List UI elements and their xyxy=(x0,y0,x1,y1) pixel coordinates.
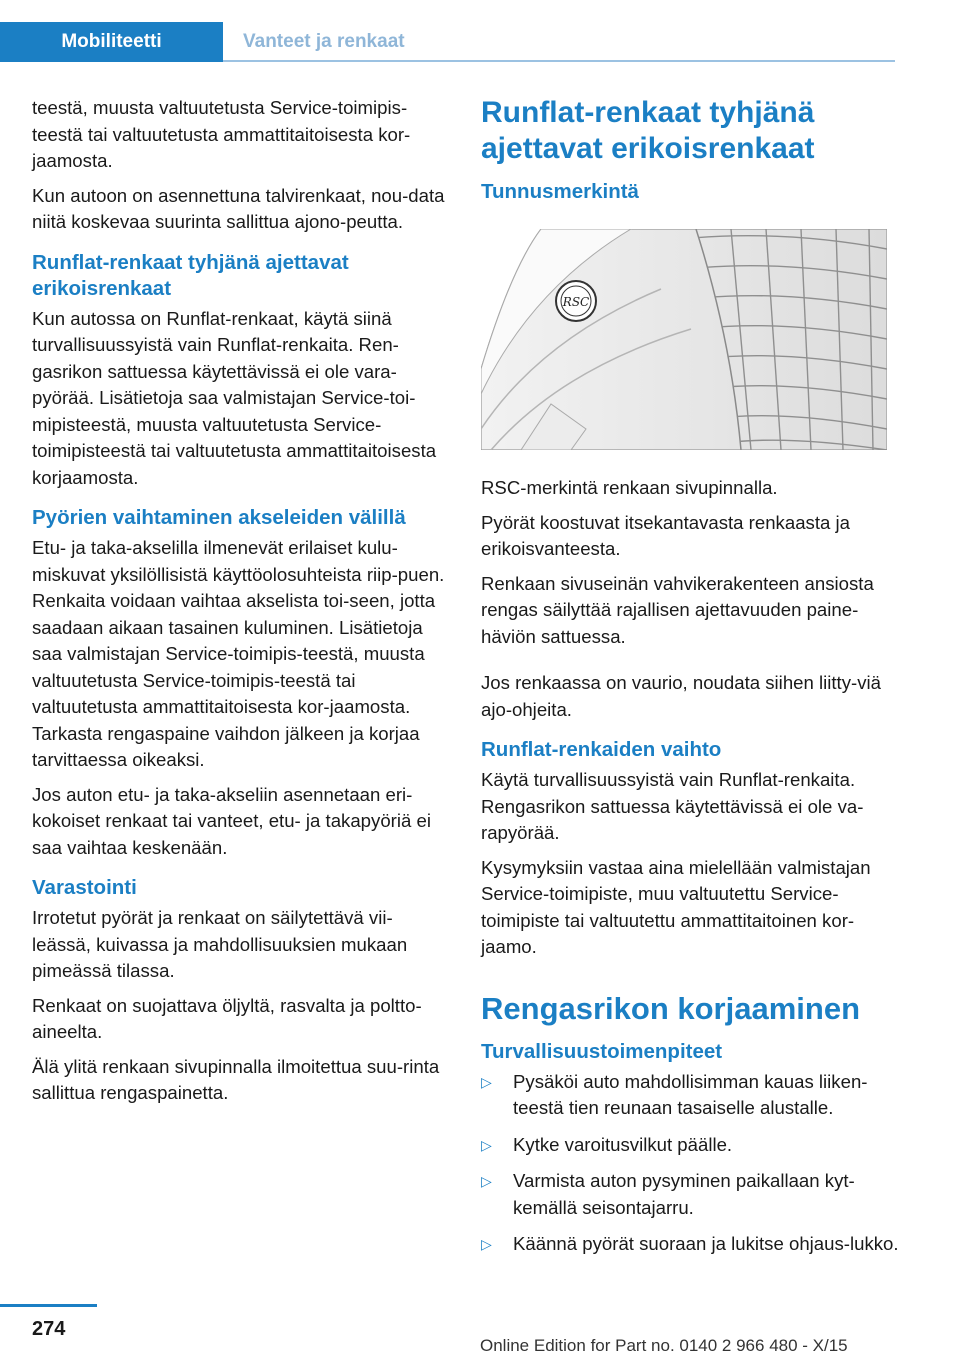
list-item-text: Kytke varoitusvilkut päälle. xyxy=(513,1133,733,1155)
list-item-text: Käännä pyörät suoraan ja lukitse ohjaus-lukko. xyxy=(513,1233,899,1254)
right-column xyxy=(481,95,899,1268)
tab-mobiliteetti[interactable]: Mobiliteetti xyxy=(0,22,223,62)
triangle-bullet-icon: ▷ xyxy=(481,1136,492,1153)
safety-list xyxy=(481,1069,899,1258)
paragraph: Käytä turvallisuussyistä vain Runflat-renkaita. Rengasrikon sattuessa käytettävissä ei ole va-rapyörää. xyxy=(481,769,864,843)
heading-runflat-main: Runflat-renkaat tyhjänä ajettavat erikoisrenkaat xyxy=(481,96,815,165)
paragraph: Pyörät koostuvat itsekantavasta renkaasta ja erikoisvanteesta. xyxy=(481,511,850,559)
triangle-bullet-icon: ▷ xyxy=(481,1073,492,1090)
heading-runflat-change: Runflat-renkaiden vaihto xyxy=(481,738,722,761)
paragraph: Kun autoon on asennettuna talvirenkaat, nou-data niitä koskevaa suurinta sallittua ajono-peutta. xyxy=(32,184,445,232)
page-number: 274 xyxy=(32,1318,66,1340)
heading-identification: Tunnusmerkintä xyxy=(481,180,639,203)
triangle-bullet-icon: ▷ xyxy=(481,1173,492,1189)
edition-text: Online Edition for Part no. 0140 2 966 480 - X/15 xyxy=(480,1336,848,1355)
list-item xyxy=(481,1168,899,1221)
list-item xyxy=(481,1132,899,1159)
list-item-text: Pysäköi auto mahdollisimman kauas liiken-teestä tien reunaan tasaiselle alustalle. xyxy=(513,1070,868,1118)
list-item xyxy=(481,1231,899,1258)
paragraph: Kun autossa on Runflat-renkaat, käytä siinä turvallisuussyistä vain Runflat-renkaita. Ren-gasrikon sattuessa käytettävissä ei ole vara-pyörää. Lisätietoja saa valmistajan Service-toi-mipisteestä, muusta valtuutetusta Service-toimipisteestä tai valtuutetusta ammattitaitoisesta korjaamosta. xyxy=(32,307,437,488)
paragraph: Älä ylitä renkaan sivupinnalla ilmoitettua suu-rinta sallittua rengaspainetta. xyxy=(32,1055,440,1103)
page-header xyxy=(0,22,895,62)
list-item-text: Varmista auton pysyminen paikallaan kyt-kemällä seisontajarru. xyxy=(513,1170,855,1218)
triangle-bullet-icon: ▷ xyxy=(481,1236,492,1252)
heading-wheel-rotation: Pyörien vaihtaminen akseleiden välillä xyxy=(32,506,406,529)
list-item xyxy=(481,1069,899,1122)
paragraph: Irrotetut pyörät ja renkaat on säilytettävä vii-leässä, kuivassa ja mahdollisuuksien mukaan pimeässä tilassa. xyxy=(32,907,408,981)
footer-rule xyxy=(0,1304,97,1307)
rsc-badge xyxy=(556,281,596,321)
paragraph: Jos renkaassa on vaurio, noudata siihen liitty-viä ajo-ohjeita. xyxy=(481,672,881,720)
rsc-logo-text: RSC xyxy=(562,295,590,309)
left-column xyxy=(32,95,445,1115)
figure-caption: RSC-merkintä renkaan sivupinnalla. xyxy=(481,477,778,498)
paragraph: Etu- ja taka-akselilla ilmenevät erilaiset kulu-miskuvat yksilöllisistä käyttöolosuhteista riip-puen. Renkaita voidaan vaihtaa akselista toi-seen, jotta saadaan aikaan tasainen kuluminen. Lisätietoja saa valmistajan Service-toimipis-teestä, muusta valtuutetusta Service-toimipis-teestä tai valtuutetusta ammattitaitoisesta kor-jaamosta. Tarkasta rengaspaine vaihdon jälkeen ja korjaa tarvittaessa oikeaksi. xyxy=(32,537,445,770)
paragraph: Kysymyksiin vastaa aina mielellään valmistajan Service-toimipiste, muu valtuutettu Service-toimipiste tai valtuutettu ammattitaitoinen kor-jaamo. xyxy=(481,856,871,957)
header-rule xyxy=(223,60,895,62)
paragraph: Renkaat on suojattava öljyltä, rasvalta ja poltto-aineelta. xyxy=(32,994,422,1042)
heading-flat-tire-repair: Rengasrikon korjaaminen xyxy=(481,990,861,1026)
heading-safety-measures: Turvallisuustoimenpiteet xyxy=(481,1039,723,1063)
tab-vanteet-ja-renkaat[interactable]: Vanteet ja renkaat xyxy=(243,31,405,52)
heading-runflat: Runflat-renkaat tyhjänä ajettavat erikoisrenkaat xyxy=(32,250,349,300)
tire-sidewall-illustration xyxy=(481,229,887,450)
heading-storage: Varastointi xyxy=(32,876,137,899)
paragraph: Jos auton etu- ja taka-akseliin asennetaan eri-kokoiset renkaat tai vanteet, etu- ja takapyöriä ei saa vaihtaa keskenään. xyxy=(32,783,431,858)
paragraph: Renkaan sivuseinän vahvikerakenteen ansiosta rengas säilyttää rajallisen ajettavuuden paine-häviön sattuessa. xyxy=(481,572,874,647)
paragraph: teestä, muusta valtuutetusta Service-toimipis-teestä tai valtuutetusta ammattitaitoisesta kor-jaamosta. xyxy=(32,97,411,171)
